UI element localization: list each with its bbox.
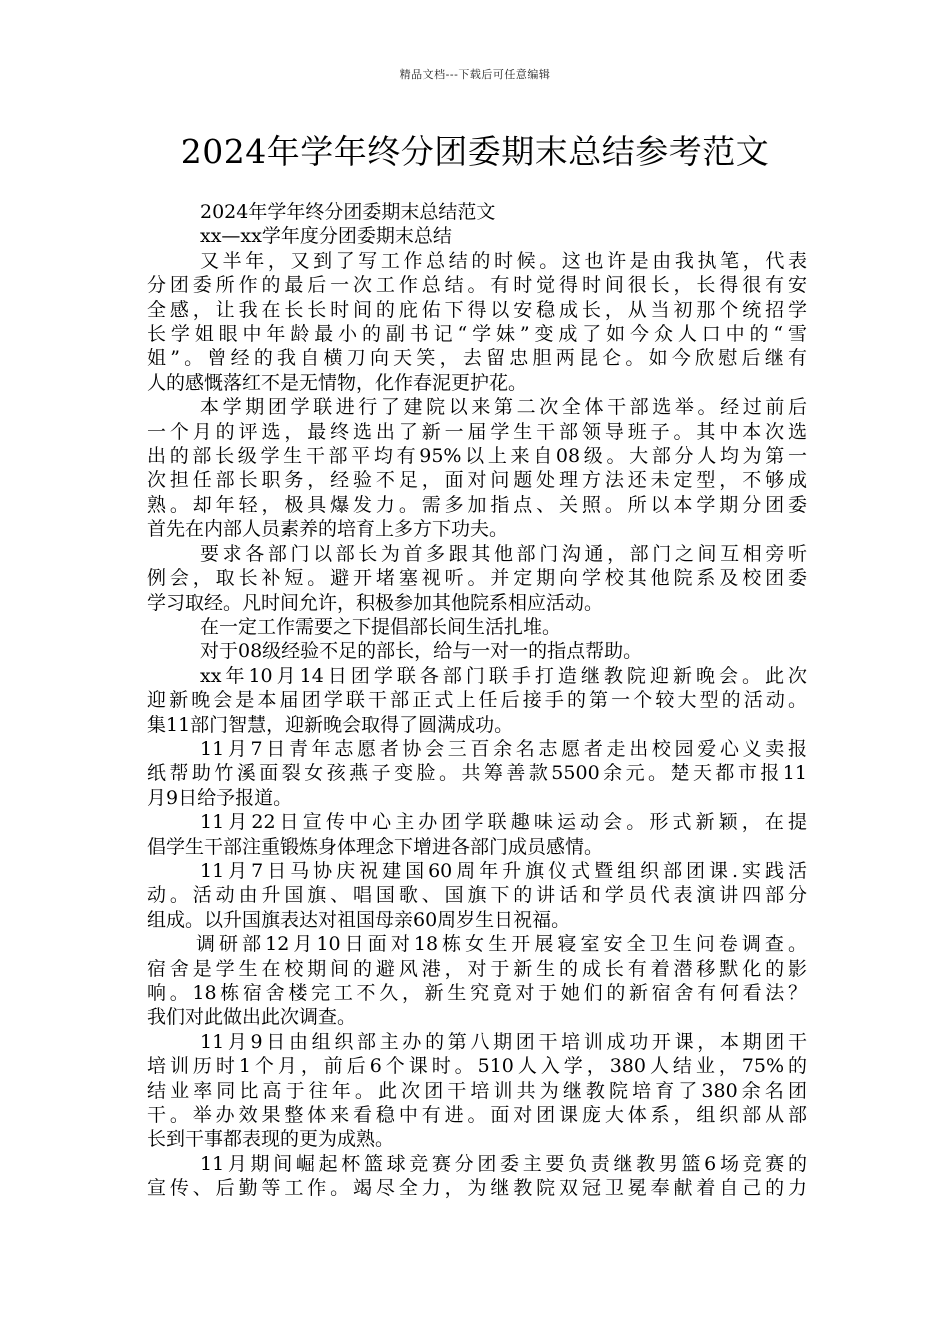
- paragraph: [147, 1152, 807, 1201]
- paragraph: [147, 737, 807, 810]
- paragraph-line: 次担任部长职务，经验不足，面对问题处理方法还未定型，不够成: [147, 469, 807, 492]
- paragraph-line: 熟。却年轻，极具爆发力。需多加指点、关照。所以本学期分团委: [147, 493, 807, 516]
- paragraph-line: 要求各部门以部长为首多跟其他部门沟通，部门之间互相旁听: [200, 542, 807, 565]
- paragraph: [147, 1030, 807, 1152]
- paragraph-line: 干。举办效果整体来看稳中有进。面对团课庞大体系，组织部从部: [147, 1104, 807, 1127]
- paragraph-line: 动。活动由升国旗、唱国歌、国旗下的讲话和学员代表演讲四部分: [147, 884, 807, 907]
- paragraph-line: 11月7日马协庆祝建国60周年升旗仪式暨组织部团课.实践活: [200, 859, 807, 882]
- paragraph-line: 学习取经。凡时间允许，积极参加其他院系相应活动。: [147, 591, 604, 614]
- paragraph-line: 11月9日由组织部主办的第八期团干培训成功开课，本期团干: [200, 1030, 807, 1053]
- paragraph-line: 倡学生干部注重锻炼身体理念下增进各部门成员感情。: [147, 835, 604, 858]
- paragraph-line: 2024年学年终分团委期末总结范文: [200, 201, 496, 223]
- paragraph-line: 宣传、后勤等工作。竭尽全力，为继教院双冠卫冕奉献着自己的力: [147, 1177, 807, 1200]
- paragraph-line: 11月7日青年志愿者协会三百余名志愿者走出校园爱心义卖报: [200, 737, 807, 760]
- document-body: [147, 200, 807, 1201]
- paragraph: [147, 249, 807, 395]
- paragraph-line: 分团委所作的最后一次工作总结。有时觉得时间很长，长得很有安: [147, 274, 807, 297]
- paragraph-line: 培训历时1个月，前后6个课时。510人入学，380人结业，75%的: [147, 1055, 807, 1078]
- paragraph-line: 本学期团学联进行了建院以来第二次全体干部选举。经过前后: [200, 396, 807, 419]
- paragraph-line: 调研部12月10日面对18栋女生开展寝室安全卫生问卷调查。: [196, 933, 807, 956]
- paragraph-line: 长学姐眼中年龄最小的副书记“学妹”变成了如今众人口中的“雪: [147, 323, 807, 346]
- paragraph-line: 组成。以升国旗表达对祖国母亲60周岁生日祝福。: [147, 908, 571, 931]
- paragraph: [147, 224, 807, 248]
- paragraph-line: 响。18栋宿舍楼完工不久，新生究竟对于她们的新宿舍有何看法？: [147, 982, 807, 1004]
- paragraph-line: xx年10月14日团学联各部门联手打造继教院迎新晚会。此次: [200, 664, 807, 687]
- paragraph-line: 一个月的评选，最终选出了新一届学生干部领导班子。其中本次选: [147, 420, 807, 443]
- paragraph: [147, 615, 807, 639]
- header-note: 精品文档---下载后可任意编辑: [399, 68, 551, 81]
- paragraph: [147, 859, 807, 932]
- paragraph-line: 姐”。曾经的我自横刀向天笑，去留忠胆两昆仑。如今欣慰后继有: [147, 347, 807, 370]
- paragraph-line: 长到干事都表现的更为成熟。: [147, 1128, 395, 1151]
- paragraph-line: 迎新晚会是本届团学联干部正式上任后接手的第一个较大型的活动。: [147, 689, 807, 712]
- paragraph-line: 又半年，又到了写工作总结的时候。这也许是由我执笔，代表: [200, 249, 807, 272]
- paragraph-line: 对于08级经验不足的部长，给与一对一的指点帮助。: [200, 640, 643, 663]
- paragraph-line: 结业率同比高于往年。此次团干培训共为继教院培育了380余名团: [147, 1079, 807, 1102]
- paragraph: [147, 200, 807, 224]
- paragraph: [147, 664, 807, 737]
- paragraph: [147, 639, 807, 663]
- paragraph-line: 我们对此做出此次调查。: [147, 1006, 357, 1029]
- document-title: 2024年学年终分团委期末总结参考范文: [180, 132, 770, 171]
- paragraph: [147, 810, 807, 859]
- paragraph: [147, 932, 807, 1030]
- paragraph-line: 在一定工作需要之下提倡部长间生活扎堆。: [200, 615, 562, 638]
- paragraph: [147, 395, 807, 541]
- paragraph-line: 例会，取长补短。避开堵塞视听。并定期向学校其他院系及校团委: [147, 567, 807, 590]
- paragraph-line: 出的部长级学生干部平均有95%以上来自08级。大部分人均为第一: [147, 445, 807, 468]
- paragraph-line: 纸帮助竹溪面裂女孩燕子变脸。共筹善款5500余元。楚天都市报11: [147, 762, 807, 785]
- paragraph-line: 人的感慨落红不是无情物，化作春泥更护花。: [147, 371, 528, 394]
- paragraph-line: 月9日给予报道。: [147, 786, 293, 809]
- paragraph: [147, 542, 807, 615]
- paragraph-line: 11月期间崛起杯篮球竞赛分团委主要负责继教男篮6场竞赛的: [200, 1152, 807, 1175]
- paragraph-line: 首先在内部人员素养的培育上多方下功夫。: [147, 518, 509, 541]
- paragraph-line: 集11部门智慧，迎新晚会取得了圆满成功。: [147, 713, 514, 736]
- paragraph-line: xx—xx学年度分团委期末总结: [200, 225, 452, 248]
- paragraph-line: 宿舍是学生在校期间的避风港，对于新生的成长有着潜移默化的影: [147, 957, 807, 980]
- paragraph-line: 全感，让我在长长时间的庇佑下得以安稳成长，从当初那个统招学: [147, 298, 807, 321]
- paragraph-line: 11月22日宣传中心主办团学联趣味运动会。形式新颖，在提: [200, 811, 807, 834]
